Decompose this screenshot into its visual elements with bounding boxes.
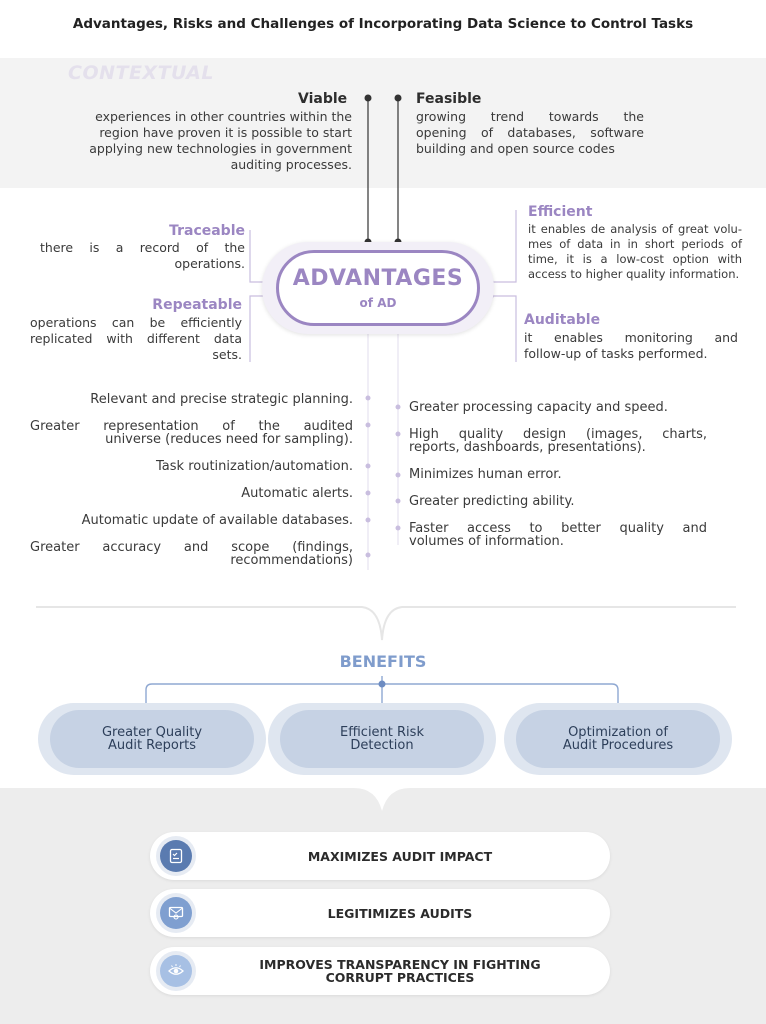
left-list-item: [30, 393, 353, 406]
repeatable-line: replicated with different data: [30, 331, 242, 346]
impact-label: MAXIMIZES AUDIT IMPACT: [307, 848, 493, 864]
auditable-title: Auditable: [524, 312, 601, 328]
traceable-title: Traceable: [169, 223, 245, 239]
certificate-icon: [156, 893, 196, 933]
left-list-item: [30, 541, 353, 567]
benefit-label: Greater Quality Audit Reports: [101, 725, 203, 753]
repeatable-line: sets.: [212, 347, 242, 362]
right-list-line: Minimizes human error.: [409, 467, 562, 482]
benefits-dot-center: [379, 681, 386, 688]
left-list-line: Automatic alerts.: [241, 486, 353, 501]
right-list-item: [409, 495, 707, 508]
feasible-line: opening of databases, software: [416, 125, 644, 140]
left-list-dot: [366, 396, 371, 401]
benefit-label: Efficient Risk Detection: [340, 725, 424, 753]
auditable-line: it enables monitoring and: [524, 330, 738, 345]
page-title: Advantages, Risks and Challenges of Incorporating Data Science to Control Tasks: [72, 16, 694, 32]
eye-icon-glyph: [167, 962, 185, 980]
impact-label: LEGITIMIZES AUDITS: [327, 905, 473, 921]
traceable-line: operations.: [174, 256, 245, 271]
advantages-subheading: of AD: [359, 296, 397, 310]
left-list-line: recommendations): [230, 553, 353, 568]
right-list-line: volumes of information.: [409, 534, 564, 549]
checklist-icon-disc: [160, 840, 192, 872]
left-list-line: Greater representation of the audited: [30, 419, 353, 434]
right-list-line: reports, dashboards, presentations).: [409, 440, 646, 455]
left-list-line: Task routinization/automation.: [156, 459, 353, 474]
viable-line: experiences in other countries within the: [95, 109, 352, 124]
right-list-item: [409, 428, 707, 454]
right-list-line: High quality design (images, charts,: [409, 427, 707, 442]
left-list-dot: [366, 464, 371, 469]
right-list-item: [409, 522, 707, 548]
checklist-icon-glyph: [167, 847, 185, 865]
left-list-dot: [366, 423, 371, 428]
impact-card: [150, 947, 610, 995]
right-list-item: [409, 468, 707, 481]
efficient-line: it enables de analysis of great volu-: [528, 222, 742, 236]
benefit-pill: [516, 710, 720, 768]
efficient-connector: [492, 210, 516, 282]
left-list-item: [30, 460, 353, 473]
certificate-icon-glyph: [167, 904, 185, 922]
benefit-pill: [280, 710, 484, 768]
repeatable-line: operations can be efficiently: [30, 315, 242, 330]
feasible-line: growing trend towards the: [416, 109, 644, 124]
repeatable-text: [30, 315, 242, 363]
feasible-title: Feasible: [416, 91, 482, 107]
left-list-line: Greater accuracy and scope (findings,: [30, 540, 353, 555]
right-list-dot: [396, 473, 401, 478]
certificate-icon-disc: [160, 897, 192, 929]
checklist-icon: [156, 836, 196, 876]
impact-card: [150, 832, 610, 880]
traceable-text: [40, 240, 245, 272]
right-list-line: Faster access to better quality and: [409, 521, 707, 536]
benefits-title: BENEFITS: [339, 652, 427, 671]
efficient-line: mes of data in in short periods of: [528, 237, 742, 251]
left-list-item: [30, 514, 353, 527]
impact-label: IMPROVES TRANSPARENCY IN FIGHTING CORRUPT PRACTICES: [259, 957, 541, 985]
traceable-line: there is a record of the: [40, 240, 245, 255]
efficient-text: [528, 222, 742, 282]
efficient-line: time, it is a low-cost option with: [528, 252, 742, 266]
section-divider: [36, 607, 736, 640]
feasible-line: building and open source codes: [416, 141, 615, 156]
right-list-dot: [396, 526, 401, 531]
auditable-line: follow-up of tasks performed.: [524, 346, 708, 361]
left-list-item: [30, 420, 353, 446]
band-notch: [354, 787, 410, 813]
left-list-line: Relevant and precise strategic planning.: [90, 392, 353, 407]
viable-title: Viable: [298, 91, 348, 107]
efficient-line: access to higher quality information.: [528, 267, 740, 281]
auditable-text: [524, 330, 738, 362]
left-list-dot: [366, 518, 371, 523]
benefit-label: Optimization of Audit Procedures: [562, 725, 674, 753]
right-list-dot: [396, 405, 401, 410]
right-list-dot: [396, 499, 401, 504]
viable-line: region have proven it is possible to start: [99, 125, 352, 140]
left-list-item: [30, 487, 353, 500]
right-list-line: Greater processing capacity and speed.: [409, 400, 668, 415]
left-list-dot: [366, 491, 371, 496]
viable-line: applying new technologies in government: [89, 141, 352, 156]
viable-line: auditing processes.: [230, 157, 352, 172]
left-list-line: universe (reduces need for sampling).: [105, 432, 353, 447]
eye-icon: [156, 951, 196, 991]
benefit-pill: [50, 710, 254, 768]
efficient-title: Efficient: [528, 204, 593, 220]
repeatable-title: Repeatable: [152, 297, 242, 313]
right-list-dot: [396, 432, 401, 437]
eye-icon-disc: [160, 955, 192, 987]
right-list-item: [409, 401, 707, 414]
left-list-dot: [366, 553, 371, 558]
right-list-line: Greater predicting ability.: [409, 494, 575, 509]
impact-card: [150, 889, 610, 937]
left-list-line: Automatic update of available databases.: [81, 513, 353, 528]
auditable-connector: [492, 296, 516, 362]
advantages-heading: ADVANTAGES: [292, 266, 464, 291]
contextual-label: CONTEXTUAL: [68, 62, 214, 84]
